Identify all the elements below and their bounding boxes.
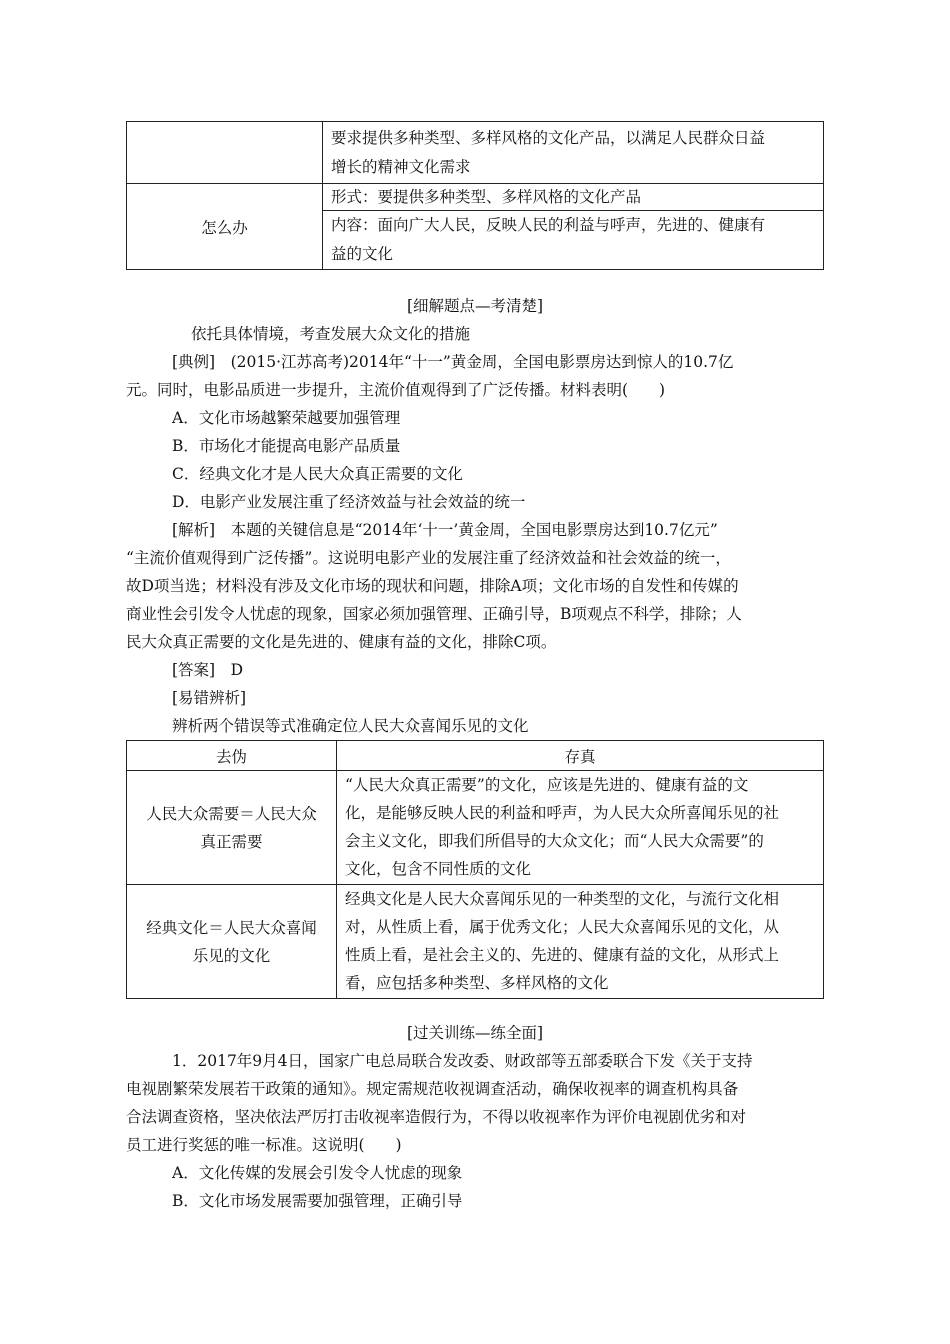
requirement-line: 增长的精神文化需求 (331, 158, 471, 176)
analysis-line: 商业性会引发令人忧虑的现象，国家必须加强管理、正确引导，B项观点不科学，排除；人 (126, 605, 742, 623)
summary-table (126, 121, 824, 270)
right-line: 化，是能够反映人民的利益和呼声，为人民大众所喜闻乐见的社 (345, 804, 780, 822)
option-a: A．文化市场越繁荣越要加强管理 (172, 409, 401, 427)
section-heading-practice: [过关训练—练全面] (406, 1024, 544, 1042)
q1-option-a: A．文化传媒的发展会引发令人忧虑的现象 (172, 1164, 463, 1182)
right-line: 看，应包括多种类型、多样风格的文化 (345, 974, 609, 992)
q1-option-b: B．文化市场发展需要加强管理，正确引导 (172, 1192, 463, 1210)
compare-row1-left (127, 771, 337, 885)
right-line: 经典文化是人民大众喜闻乐见的一种类型的文化，与流行文化相 (345, 890, 780, 908)
analysis-line: 故D项当选；材料没有涉及文化市场的现状和问题，排除A项；文化市场的自发性和传媒的 (126, 577, 739, 595)
example-line: [典例] (2015·江苏高考)2014年“十一”黄金周，全国电影票房达到惊人的10.7亿 (172, 353, 734, 371)
content-line: 益的文化 (331, 245, 394, 263)
header-label: 去伪 (215, 747, 247, 766)
right-line: 性质上看，是社会主义的、先进的、健康有益的文化，从形式上 (345, 946, 780, 964)
option-d: D．电影产业发展注重了经济效益与社会效益的统一 (172, 493, 526, 511)
right-line: 文化，包含不同性质的文化 (345, 860, 532, 878)
content-line: 内容：面向广大人民，反映人民的利益与呼声，先进的、健康有 (331, 216, 766, 234)
left-line: 乐见的文化 (192, 946, 271, 965)
question-line: 员工进行奖惩的唯一标准。这说明( ) (126, 1136, 402, 1154)
analysis-line: 民大众真正需要的文化是先进的、健康有益的文化，排除C项。 (126, 633, 557, 651)
right-line: “人民大众真正需要”的文化，应该是先进的、健康有益的文 (345, 776, 749, 794)
summary-table-empty-cell (127, 122, 323, 184)
summary-table-form-cell (323, 184, 824, 211)
form-line: 形式：要提供多种类型、多样风格的文化产品 (331, 188, 642, 206)
question-line: 合法调查资格，坚决依法严厉打击收视率造假行为，不得以收视率作为评价电视剧优劣和对 (126, 1108, 747, 1126)
compare-row2-left (127, 885, 337, 999)
compare-header-true (337, 741, 824, 771)
compare-header-false (127, 741, 337, 771)
right-line: 对，从性质上看，属于优秀文化；人民大众喜闻乐见的文化，从 (345, 918, 780, 936)
how-label: 怎么办 (201, 218, 248, 237)
summary-table-requirement-cell (323, 122, 824, 184)
summary-table-how-cell (127, 184, 323, 270)
topic-line: 依托具体情境，考查发展大众文化的措施 (191, 325, 471, 343)
summary-table-content-cell (323, 211, 824, 270)
left-line: 经典文化＝人民大众喜闻 (146, 918, 317, 937)
left-line: 人民大众需要＝人民大众 (146, 804, 317, 823)
section-heading-details: [细解题点—考清楚] (406, 297, 544, 315)
compare-table (126, 740, 824, 999)
option-c: C．经典文化才是人民大众真正需要的文化 (172, 465, 463, 483)
analysis-line: [解析] 本题的关键信息是“2014年‘十一’黄金周，全国电影票房达到10.7亿元” (172, 521, 718, 539)
option-b: B．市场化才能提高电影产品质量 (172, 437, 401, 455)
compare-row2-right (337, 885, 824, 999)
requirement-line: 要求提供多种类型、多样风格的文化产品，以满足人民群众日益 (331, 129, 766, 147)
error-heading: [易错辨析] (172, 689, 247, 707)
header-label: 存真 (564, 747, 596, 766)
example-line: 元。同时，电影品质进一步提升，主流价值观得到了广泛传播。材料表明( ) (126, 381, 666, 399)
question-line: 电视剧繁荣发展若干政策的通知》。规定需规范收视调查活动，确保收视率的调查机构具备 (126, 1080, 739, 1098)
question-line: 1．2017年9月4日，国家广电总局联合发改委、财政部等五部委联合下发《关于支持 (172, 1052, 753, 1070)
right-line: 会主义文化，即我们所倡导的大众文化；而“人民大众需要”的 (345, 832, 764, 850)
analysis-line: “主流价值观得到广泛传播”。这说明电影产业的发展注重了经济效益和社会效益的统一， (126, 549, 731, 567)
error-intro: 辨析两个错误等式准确定位人民大众喜闻乐见的文化 (172, 717, 529, 735)
left-line: 真正需要 (200, 832, 263, 851)
compare-row1-right (337, 771, 824, 885)
answer-line: [答案] D (172, 661, 244, 679)
